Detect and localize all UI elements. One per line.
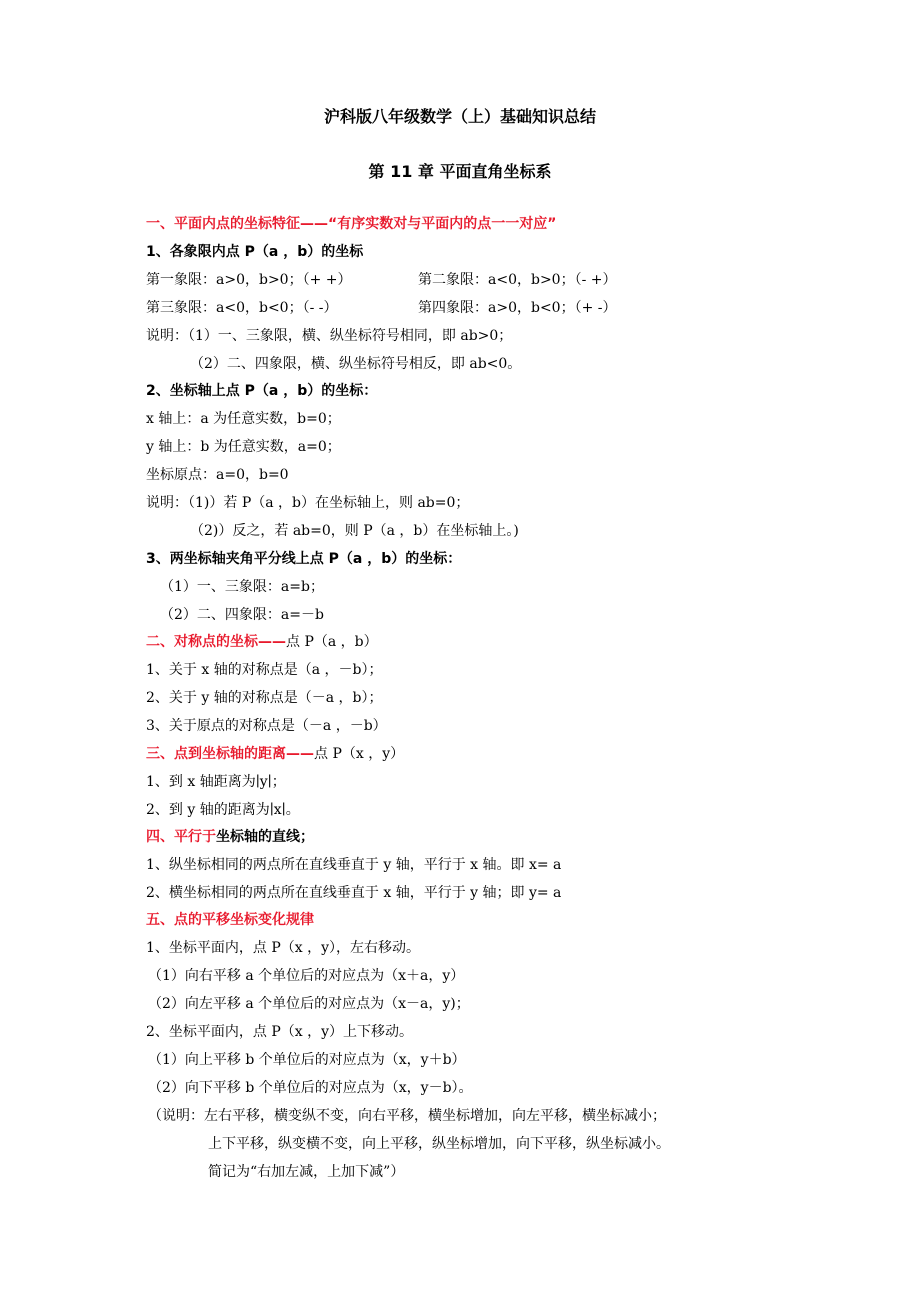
translation-5: （1）向上平移 b 个单位后的对应点为（x，y＋b） — [148, 1052, 466, 1068]
section-1-sub-2: 2、坐标轴上点 P（a ，b）的坐标： — [146, 383, 378, 399]
translation-6: （2）向下平移 b 个单位后的对应点为（x，y－b）。 — [148, 1080, 473, 1096]
translation-3: （2）向左平移 a 个单位后的对应点为（x－a，y)； — [148, 996, 470, 1012]
bisector-1: （1）一、三象限：a=b； — [160, 579, 324, 595]
section-4-heading-red: 四、平行于 — [146, 829, 216, 845]
section-4-heading — [146, 827, 314, 847]
section-2-heading — [146, 632, 378, 652]
parallel-line-1: 1、纵坐标相同的两点所在直线垂直于 y 轴，平行于 x 轴。即 x= a — [146, 857, 562, 873]
translation-note-3: 简记为“右加左减，上加下减”） — [208, 1164, 405, 1180]
chapter-title: 第 11 章 平面直角坐标系 — [368, 162, 552, 181]
note-3: 说明：（1)）若 P（a ，b）在坐标轴上，则 ab=0； — [146, 495, 470, 511]
quadrant-row-1 — [146, 270, 617, 290]
translation-2: （1）向右平移 a 个单位后的对应点为（x＋a，y） — [148, 968, 465, 984]
translation-4: 2、坐标平面内，点 P（x ，y）上下移动。 — [146, 1024, 414, 1040]
parallel-line-2: 2、横坐标相同的两点所在直线垂直于 x 轴，平行于 y 轴；即 y= a — [146, 885, 562, 901]
quadrant-3: 第三象限：a<0，b<0；（- -） — [146, 300, 338, 316]
translation-note-2: 上下平移，纵变横不变，向上平移，纵坐标增加，向下平移，纵坐标减小。 — [208, 1136, 670, 1152]
note-1: 说明：（1）一、三象限，横、纵坐标符号相同，即 ab>0； — [146, 328, 513, 344]
bisector-2: （2）二、四象限：a=－b — [160, 607, 324, 623]
document-title: 沪科版八年级数学（上）基础知识总结 — [323, 107, 596, 126]
x-axis-line: x 轴上：a 为任意实数，b=0； — [146, 411, 341, 427]
section-2-heading-red: 二、对称点的坐标—— — [146, 634, 286, 650]
section-1-heading: 一、平面内点的坐标特征——“有序实数对与平面内的点一一对应” — [146, 216, 557, 232]
section-2-heading-rest: 点 P（a ，b） — [286, 634, 378, 650]
note-4: （2)）反之，若 ab=0，则 P（a ，b）在坐标轴上。) — [190, 523, 519, 539]
section-4-heading-rest: 坐标轴的直线； — [216, 829, 314, 845]
translation-1: 1、坐标平面内，点 P（x ，y），左右移动。 — [146, 940, 421, 956]
origin-line: 坐标原点：a=0，b=0 — [146, 467, 289, 483]
section-3-heading — [146, 744, 404, 764]
y-axis-line: y 轴上：b 为任意实数，a=0； — [146, 439, 341, 455]
section-3-heading-red: 三、点到坐标轴的距离—— — [146, 746, 314, 762]
symmetry-y: 2、关于 y 轴的对称点是（－a ，b）； — [146, 690, 383, 706]
section-1-sub-3: 3、两坐标轴夹角平分线上点 P（a ，b）的坐标： — [146, 551, 462, 567]
quadrant-1: 第一象限：a>0，b>0；（+ +） — [146, 272, 352, 288]
symmetry-x: 1、关于 x 轴的对称点是（a ，－b）； — [146, 662, 383, 678]
section-3-heading-rest: 点 P（x ，y） — [314, 746, 405, 762]
distance-x-axis: 1、到 x 轴距离为∣y∣； — [146, 774, 286, 790]
note-2: （2）二、四象限，横、纵坐标符号相反，即 ab<0。 — [190, 356, 522, 372]
quadrant-row-2 — [146, 298, 617, 318]
translation-note-1: （说明：左右平移，横变纵不变，向右平移，横坐标增加，向左平移，横坐标减小； — [148, 1108, 666, 1124]
symmetry-origin: 3、关于原点的对称点是（－a ，－b） — [146, 718, 387, 734]
section-1-sub-1: 1、各象限内点 P（a ，b）的坐标 — [146, 244, 364, 260]
section-5-heading: 五、点的平移坐标变化规律 — [146, 912, 314, 928]
quadrant-2: 第二象限：a<0，b>0；（- +） — [418, 272, 617, 288]
distance-y-axis: 2、到 y 轴的距离为∣x∣。 — [146, 802, 300, 818]
quadrant-4: 第四象限：a>0，b<0；（+ -） — [418, 300, 617, 316]
